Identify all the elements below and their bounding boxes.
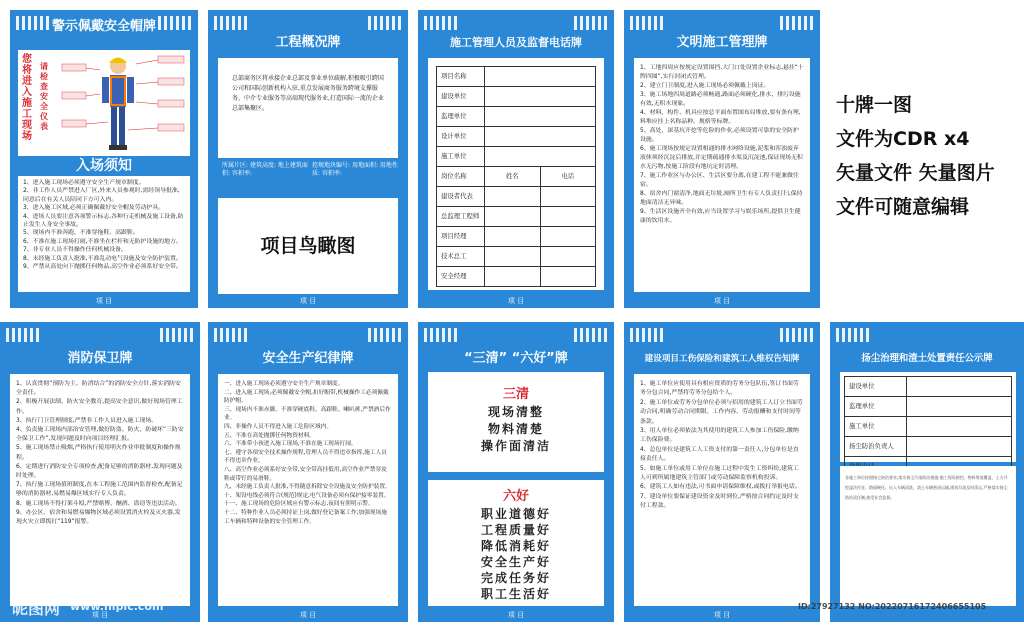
- board-title: 安全生产纪律牌: [262, 351, 354, 366]
- rule-item: 十、架设电线必须符合(规范)规定,电气设备必须有保护接零装置。: [224, 492, 390, 499]
- entry-rules-panel: [18, 176, 190, 292]
- rule-item: 7、执行施工现场值班制度,在本工程施工范围内监督检查,配备足够的消防器材,易燃易爆区域实行专人负责。: [16, 482, 183, 498]
- rule-item: 7、建设单位要保证建设资金及时到位,严格按合同约定及时支付工程款。: [640, 493, 799, 510]
- board-managers: [418, 10, 614, 308]
- rule-item: 3、进入施工区域,必须正确佩戴好安全帽及劳动护具。: [23, 205, 165, 212]
- board-footer: 项 目: [95, 297, 113, 305]
- entry-notice-title: 入场须知: [76, 158, 132, 174]
- field-label: 容积率:: [321, 170, 342, 177]
- fire-rules-panel: [10, 374, 190, 606]
- role-label: 技术总工: [437, 247, 485, 267]
- dust-table-panel: [840, 372, 1016, 462]
- rule-item: 四、非操作人员不得进入施工危险区域内。: [224, 423, 333, 430]
- watermark-url: www.nipic.com: [70, 600, 164, 613]
- rule-item: 8、宿舍内门窗清净,地面无垃圾,厕所卫生有专人负责打扫,保持地面清洁无异味。: [640, 191, 803, 206]
- field-label: 建筑高度:: [249, 162, 276, 169]
- slogan-line: 操作面清洁: [480, 439, 551, 453]
- row-label: 监理单位: [845, 397, 907, 417]
- dust-notes-text: 各施工单位按照扬尘防治要求,落实扬尘污染防治措施:施工现场围挡、物料堆放覆盖、土方开挖湿法作业、路面硬化、出入车辆清洗、渣土车辆密闭运输,建筑垃圾及时清运,严格落实扬尘防治责任制,接受社会监督。: [845, 475, 1008, 501]
- rule-item: 三、现场内不准赤脚、不准穿硬底鞋、高跟鞋、喇叭裤,严禁酒后作业。: [224, 406, 391, 422]
- rule-item: 5、现场内不准奔跑、不准穿拖鞋、高跟鞋。: [23, 230, 139, 237]
- stripe-decoration: [780, 16, 814, 30]
- rule-item: 9、严禁从高处向下抛掷任何物品,高空作业必须系好安全带。: [23, 264, 182, 271]
- overview-intro-panel: [218, 58, 398, 158]
- watermark-logo: 昵图网: [12, 599, 61, 618]
- board-title: 施工管理人员及监督电话牌: [450, 36, 582, 49]
- board-title: 文明施工管理牌: [676, 35, 768, 50]
- rule-item: 2、非工作人员严禁进入厂区,外来人员参观时,需经领导批准,同意后在有关人员陪同下方可入内。: [23, 188, 180, 203]
- board-title: 扬尘治理和渣土处置责任公示牌: [861, 353, 993, 364]
- slogan-line: 安全生产好: [480, 555, 551, 569]
- rule-item: 1、工地四周应按规定设置围挡,大门口处设置企业标志,悬挂“十牌四图”,实行封闭式管理。: [640, 65, 804, 80]
- board-overview: [208, 10, 408, 308]
- side-caption: [836, 88, 995, 224]
- rule-item: 6、定期进行消防安全专项检查,配备足够的消防器材,发现问题及时处理。: [16, 463, 183, 480]
- board-title: 工程概况牌: [275, 35, 341, 50]
- field-label: 用地面积:: [351, 162, 378, 169]
- rule-item: 6、不准在施工现场打闹,不准坐在栏杆和无防护设施的地方。: [23, 238, 182, 245]
- role-label: 建设者代表: [437, 187, 485, 207]
- board-fire: [0, 322, 200, 622]
- stripe-decoration: [160, 328, 194, 342]
- slogan-line: 职工生活好: [480, 587, 551, 601]
- stripe-decoration: [424, 16, 458, 30]
- slogan-line: 工程质量好: [480, 523, 551, 537]
- board-footer: 项 目: [507, 297, 525, 305]
- row-label: 设计单位: [437, 127, 485, 147]
- civil-rules-panel: [634, 58, 810, 292]
- board-title: 建设项目工伤保险和建筑工人维权告知牌: [644, 354, 800, 364]
- rule-item: 4、材料、构件、机具应按总平面布置图布局堆放,要有条有理,料堆应挂上名称品种、规格等标牌。: [640, 110, 801, 125]
- stripe-decoration: [574, 328, 608, 342]
- overview-intro-text: 总部商务区将承接企业总部及事业单位疏解,积极吸引跨国公司和国际创新机构入驻,重点发展商务服务跨境支撑服务、中介专业服务等高端现代服务业,打造国际一流的企业总部集聚区。: [232, 75, 384, 112]
- sanqing-panel: [428, 372, 604, 472]
- liuhao-heading: 六好: [502, 489, 529, 504]
- board-sanqing: [418, 322, 614, 622]
- role-label: 安全经理: [437, 267, 485, 287]
- rule-item: 1、施工单位应使用具有相应资质的劳务分包队伍,签订书面劳务分包合同,严禁将劳务分包给个人。: [640, 381, 799, 397]
- stripe-decoration: [368, 328, 402, 342]
- warning-vertical-text: 您将进入施工现场: [22, 54, 32, 142]
- rule-item: 九、未经施工负责人批准,不得随意拆除安全设施及安全防护装置。: [224, 484, 391, 491]
- rule-item: 十二、特种作业人员必须持证上岗,做好登记备案工作;加强现场施工车辆和特种设备的安全管理工作。: [224, 509, 387, 525]
- header-cell: 姓名: [485, 167, 541, 187]
- header-cell: 电话: [540, 167, 596, 187]
- dust-table: [844, 376, 1012, 477]
- rule-item: 8、未经施工负责人批准,不准乱动电气设施及安全防护装置。: [23, 255, 182, 262]
- slogan-line: 降低消耗好: [480, 539, 551, 553]
- rule-item: 2、建立门卫制度,进入施工现场必须佩戴上岗证。: [640, 83, 770, 89]
- side-line: 十牌一图: [836, 94, 913, 116]
- stripe-decoration: [836, 328, 870, 342]
- slogan-line: 完成任务好: [480, 571, 551, 585]
- rule-item: 二、进入施工现场,必须佩戴安全帽,扣好帽带,机械操作工必须佩戴防护帽。: [224, 389, 389, 405]
- side-line: 文件可随意编辑: [836, 196, 970, 218]
- board-discipline: [208, 322, 408, 622]
- board-insurance: [624, 322, 820, 622]
- board-title: 消防保卫牌: [67, 351, 133, 366]
- rule-item: 8、施工现场不得打架斗殴,严禁赌博、酗酒、盗窃等违法活动。: [16, 500, 181, 507]
- overview-fields: [222, 162, 398, 196]
- rule-item: 7、非专业人员不得操作任何机械设备。: [23, 247, 127, 254]
- board-title: 警示佩戴安全帽牌: [51, 19, 156, 34]
- rule-item: 六、不准带小孩进入施工现场,不准在施工现场打闹。: [224, 441, 357, 448]
- rule-item: 七、遵守各项安全技术操作规程,管理人员不得违章指挥,施工人员不得违章作业。: [224, 449, 387, 465]
- watermark-id: ID:27927132 NO:20220716172406655105: [798, 602, 987, 611]
- stripe-decoration: [630, 16, 664, 30]
- insurance-rules-panel: [634, 374, 810, 606]
- liuhao-panel: [428, 480, 604, 606]
- header-cell: 岗位名称: [437, 167, 485, 187]
- row-label: 扬尘防治负责人: [845, 437, 907, 457]
- stripe-decoration: [214, 16, 248, 30]
- rule-item: 4、总包单位是建筑工人工资支付的第一责任人,分包单位是直接责任人。: [640, 446, 799, 463]
- rule-item: 1、进入施工现场必须遵守安全生产规章制度。: [23, 180, 145, 186]
- rule-item: 5、高处、深基坑开挖等危险的作业,必须设置可靠的安全防护设施。: [640, 128, 799, 143]
- rule-item: 4、负责施工现场内部治安管理,做好防盗、防火、防破坏“三防安全保卫工作”,发现问题及时向项目经理汇报。: [16, 427, 184, 443]
- row-label: 项目名称: [437, 67, 485, 87]
- field-label: 地上建筑面积:: [222, 162, 308, 177]
- board-helmet: [10, 10, 198, 308]
- role-label: 总监理工程师: [437, 207, 485, 227]
- row-label: 施工单位: [437, 147, 485, 167]
- rule-item: 3、施工场地四周道路必须畅通,路面必须硬化,排水、排污设施有效,无积水现象。: [640, 92, 801, 107]
- board-footer: 项 目: [91, 611, 109, 619]
- side-line: 文件为CDR x4: [836, 128, 970, 150]
- rule-item: 3、执行门卫管理制度,严禁非工作人员进入施工现场。: [16, 417, 158, 424]
- dust-notes-panel: [840, 466, 1016, 606]
- slogan-line: 物料清楚: [487, 422, 544, 436]
- row-label: 监理单位: [437, 107, 485, 127]
- stripe-decoration: [424, 328, 458, 342]
- stripe-decoration: [780, 328, 814, 342]
- board-civil: [624, 10, 820, 308]
- managers-table: [436, 66, 596, 287]
- field-label: 所属片区:: [222, 162, 249, 169]
- rule-item: 7、施工作业区与办公区、生活区要分离,在建工程不能兼做住宿。: [640, 173, 799, 188]
- rule-item: 1、认真贯彻“预防为主、防消结合”的消防安全方针,落实消防安全责任。: [16, 381, 181, 397]
- field-label: 控规地块编号:: [312, 162, 351, 169]
- role-label: 项目经理: [437, 227, 485, 247]
- rule-item: 9、办公区、宿舍和易燃易爆物区域必须设置消火栓及灭火器,发现火灾立即拨打“119”报警。: [16, 509, 181, 526]
- board-title: “三清” “六好”牌: [464, 351, 568, 366]
- slogan-line: 现场清整: [487, 405, 544, 419]
- rule-item: 9、生活区设施齐全有效,应当设置学习与娱乐场所,提供卫生健康的饮用水。: [640, 209, 801, 224]
- row-label: 建设单位: [437, 87, 485, 107]
- aerial-view-panel: [218, 198, 398, 294]
- stripe-decoration: [214, 328, 248, 342]
- managers-table-panel: [428, 58, 604, 290]
- helmet-figure-panel: [18, 50, 190, 156]
- rule-item: 3、用人单位必须依法为其使用的建筑工人参加工伤保险,缴纳工伤保险费。: [640, 428, 799, 444]
- board-footer: 项 目: [299, 611, 317, 619]
- aerial-view-label: 项目鸟瞰图: [260, 234, 356, 257]
- row-label: 施工单位: [845, 417, 907, 437]
- rule-item: 一、进入施工现场必须遵守安全生产规章制度。: [224, 381, 344, 387]
- board-footer: 项 目: [713, 297, 731, 305]
- row-label: 建设单位: [845, 377, 907, 397]
- board-footer: 项 目: [507, 611, 525, 619]
- slogan-line: 职业道德好: [480, 507, 551, 521]
- sanqing-heading: 三清: [502, 387, 529, 402]
- stripe-decoration: [574, 16, 608, 30]
- rule-item: 6、施工现场按规定设置相通的排水网络设施,泥浆和浑浊废弃液体须经沉淀后排放,并定期疏通排水渠及沉淀池,保证现场无积水无污物,按施工阶段有地坑定时清理。: [640, 146, 803, 170]
- rule-item: 5、如施工单位或用工单位在施工过程中发生工资纠纷,建筑工人可到所属地建筑主管部门或劳动保障监察机构投诉。: [640, 465, 799, 482]
- rule-item: 2、积极开展法制、防火安全教育,提高安全意识,做好现场管理工作。: [16, 399, 183, 415]
- rule-item: 5、施工现场禁止吸烟,严格执行使用明火作业审批制度和操作规程。: [16, 445, 181, 461]
- board-dust: [830, 322, 1024, 622]
- board-footer: 项 目: [713, 611, 731, 619]
- rule-item: 4、进场人员要注意各项警示标志,各种行走机械及施工设备,防止发生人身安全事故。: [23, 213, 184, 229]
- rule-item: 十一、施工现场的危险区域应有警示标志,夜间有照明示警。: [224, 501, 374, 508]
- field-label: 容积率:: [231, 170, 252, 177]
- rule-item: 五、不准在高处抛掷任何物资材料。: [224, 432, 315, 439]
- field-label: 用地性质:: [312, 162, 398, 177]
- stripe-decoration: [630, 328, 664, 342]
- board-footer: 项 目: [299, 297, 317, 305]
- rule-item: 6、建筑工人如有违法,可书面申请保障维权,或拨打举报电话。: [640, 484, 801, 491]
- rule-item: 2、施工单位或劳务分包单位必须与招用的建筑工人订立书面劳动合同,明确劳动合同期限、工作内容、劳动报酬和支付时间等条款。: [640, 399, 803, 425]
- rule-item: 八、高空作业必须系好安全带,安全带高挂低用,高空作业严禁穿皮鞋或带钉的易滑鞋。: [224, 466, 387, 482]
- side-line: 矢量文件 矢量图片: [836, 162, 995, 184]
- stripe-decoration: [6, 328, 40, 342]
- discipline-rules-panel: [218, 374, 398, 606]
- check-vertical-text: 请检查安全仪表: [40, 62, 48, 131]
- stripe-decoration: [368, 16, 402, 30]
